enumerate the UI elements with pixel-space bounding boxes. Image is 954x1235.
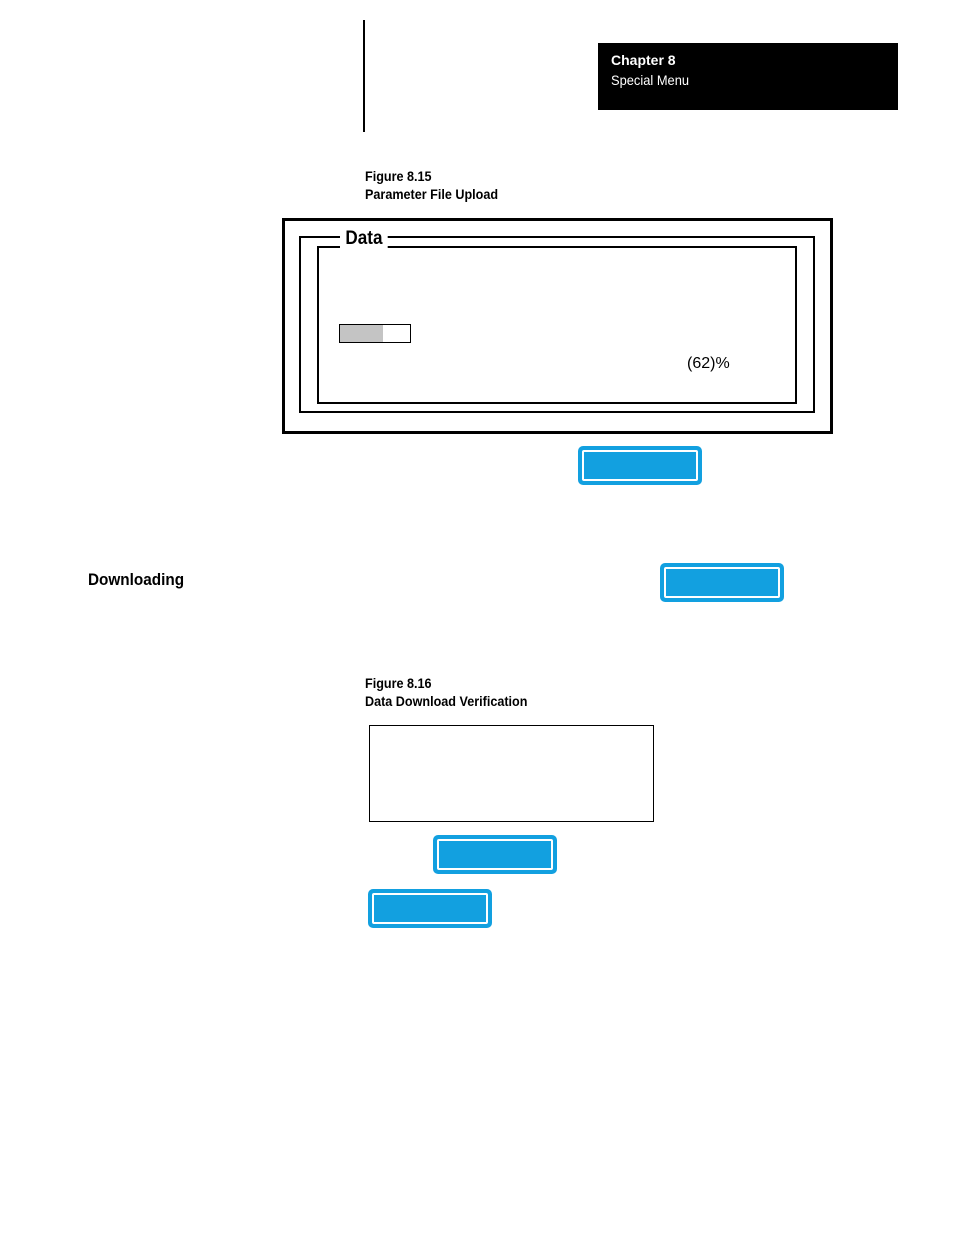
upload-progress-bar — [339, 324, 411, 343]
keypad-key[interactable] — [578, 446, 702, 485]
figure-8-15-title: Parameter File Upload — [365, 186, 499, 202]
section-heading-downloading: Downloading — [88, 570, 185, 589]
chapter-header — [598, 43, 898, 110]
margin-rule — [363, 20, 365, 132]
figure-8-16-number: Figure 8.16 — [365, 675, 432, 691]
figure-8-15-number: Figure 8.15 — [365, 168, 432, 184]
download-verification-screen — [369, 725, 654, 822]
chapter-label: Chapter 8 — [611, 52, 676, 68]
upload-progress-percent: (62)% — [687, 355, 730, 372]
keypad-key[interactable] — [368, 889, 492, 928]
figure-8-16-title: Data Download Verification — [365, 693, 528, 709]
keypad-key[interactable] — [660, 563, 784, 602]
chapter-title: Special Menu — [611, 72, 690, 88]
data-panel-title: Data — [340, 227, 388, 251]
keypad-key[interactable] — [433, 835, 557, 874]
upload-progress-fill — [340, 325, 383, 342]
